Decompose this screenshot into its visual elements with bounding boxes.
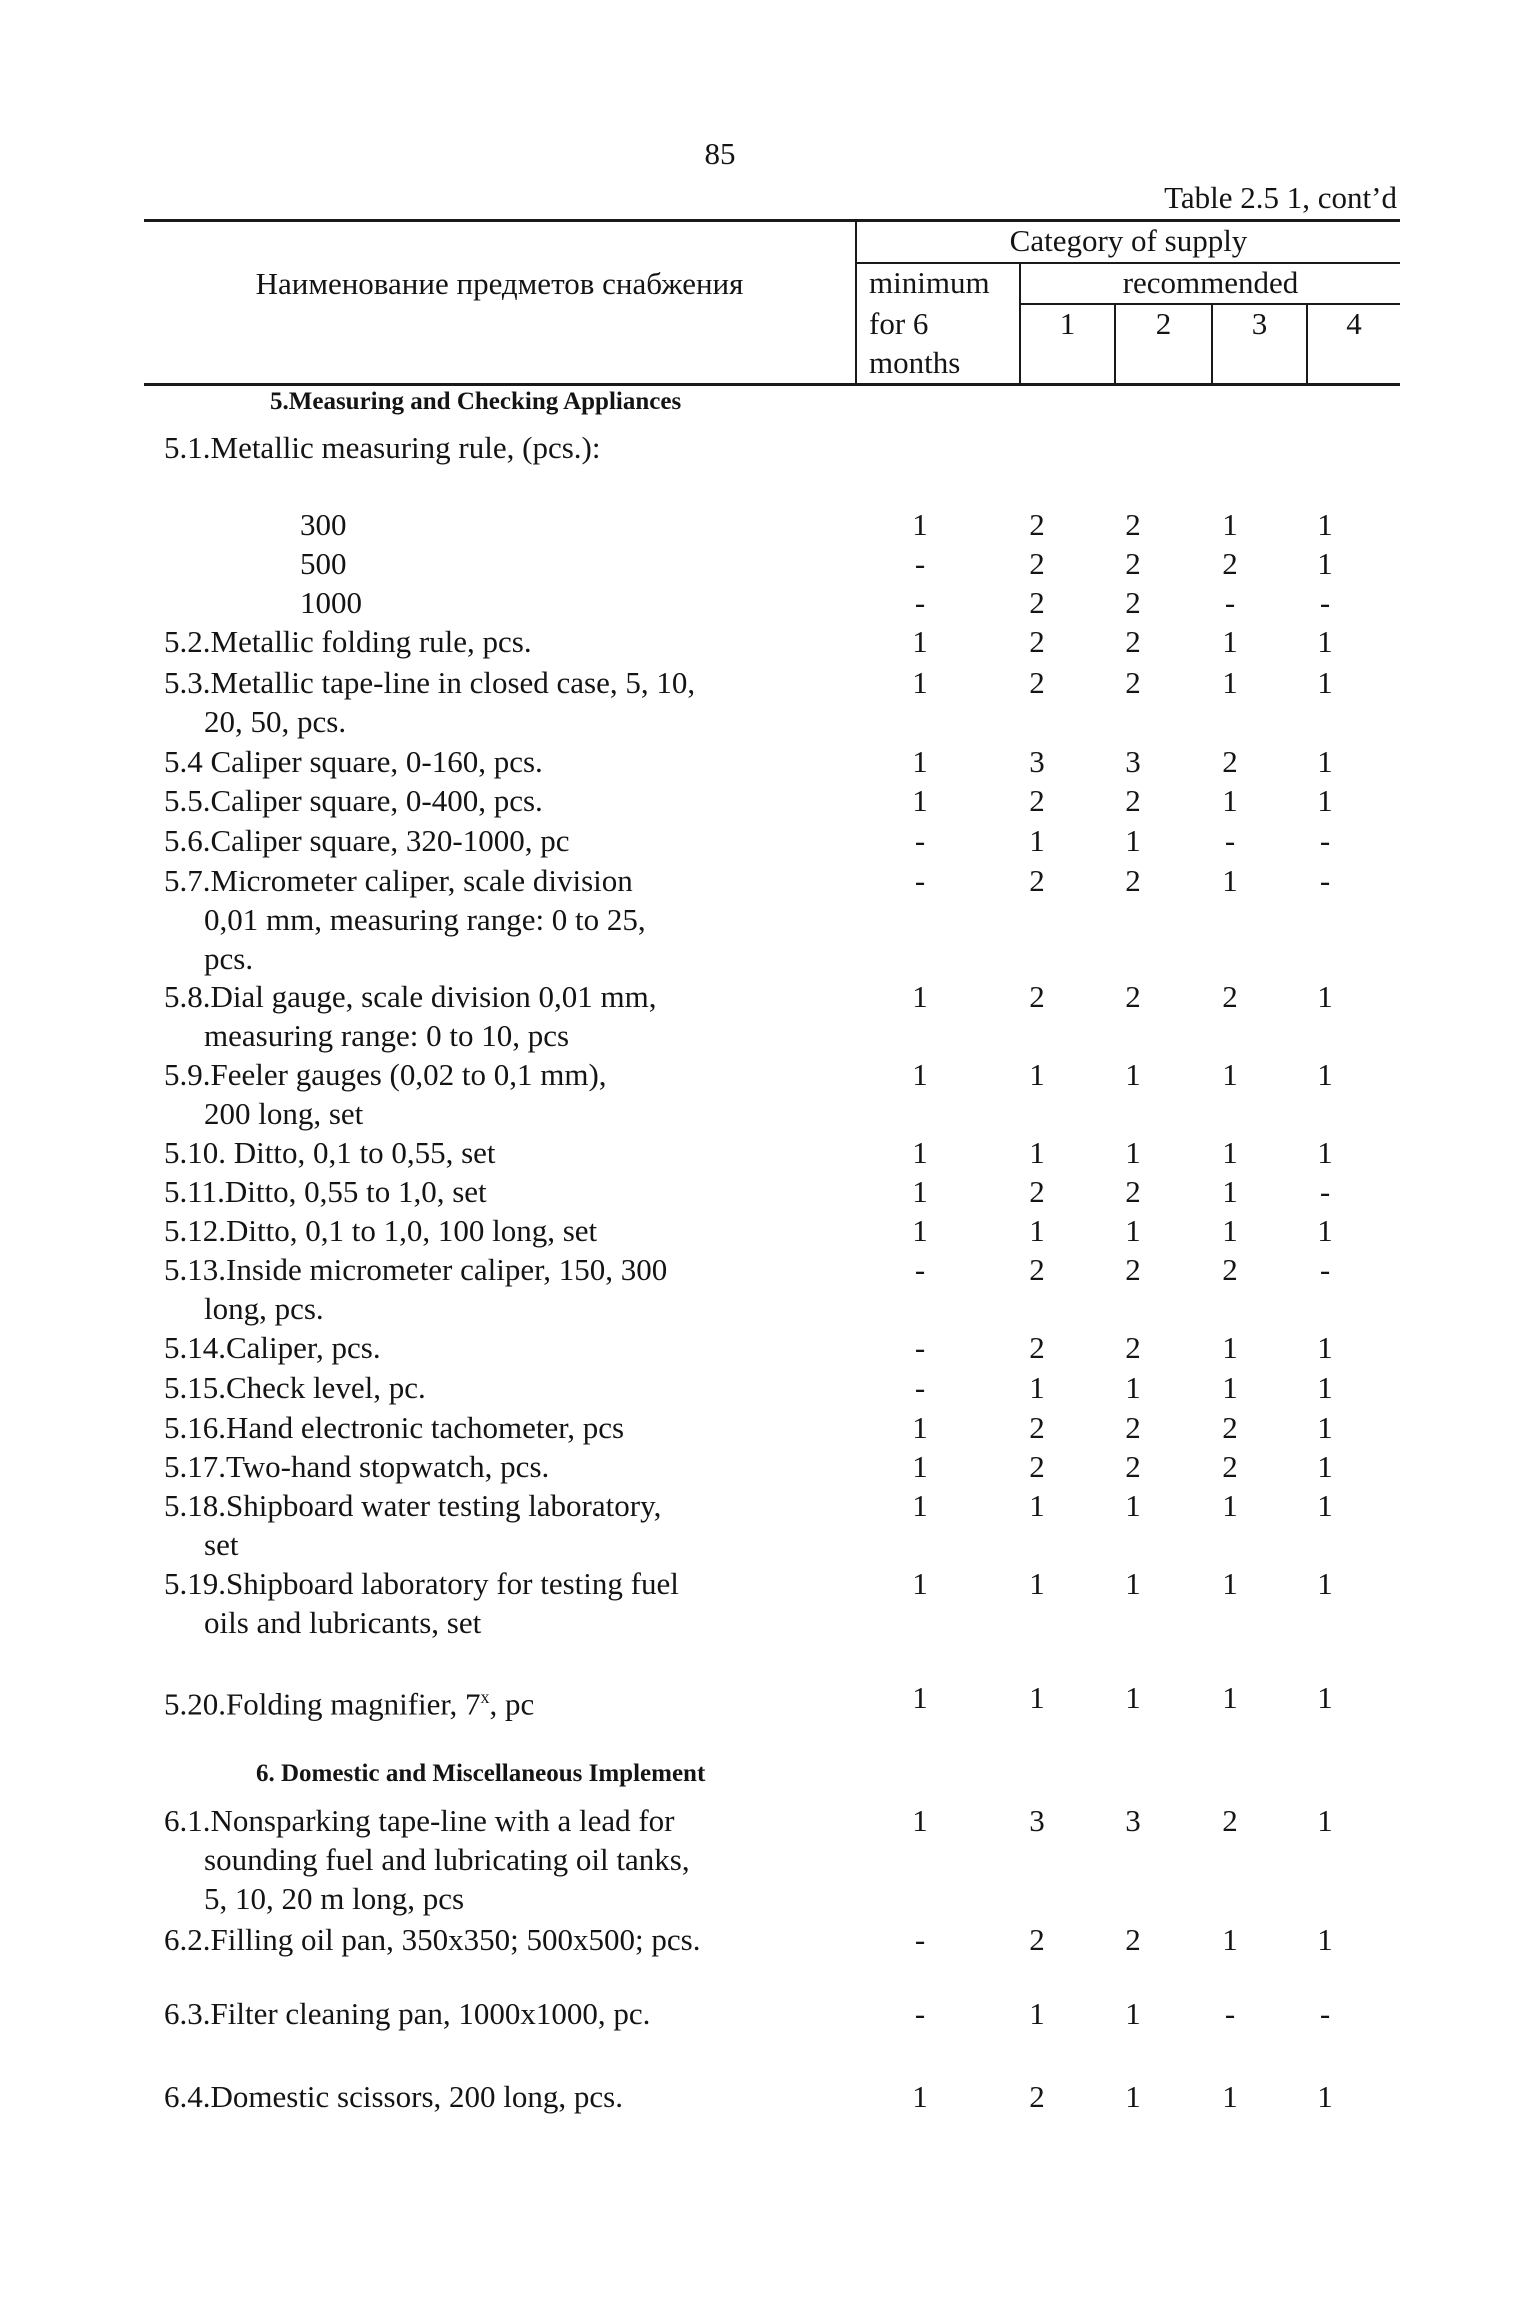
value-cell: 1 [1317,1135,1333,1170]
row-label [164,977,884,1055]
row-label-line: oils and lubricants, set [204,1605,482,1640]
value-cell: 1 [1222,507,1238,542]
page-number: 85 [704,136,736,171]
header-col-1: 1 [1059,306,1076,341]
value-cell: - [914,863,926,898]
row-label-line: 5.10. Ditto, 0,1 to 0,55, set [164,1135,496,1170]
value-cell: 1 [912,1488,928,1523]
value-cell: 1 [1222,1213,1238,1248]
value-cell: 1 [1317,1410,1333,1445]
value-cell: 2 [1029,979,1045,1014]
row-label-line: 5.9.Feeler gauges (0,02 to 0,1 mm), [164,1057,607,1092]
row-label-line: 5.13.Inside micrometer caliper, 150, 300 [164,1252,668,1287]
value-cell: 1 [912,1410,928,1445]
value-cell: 1 [912,624,928,659]
value-cell: 2 [1029,783,1045,818]
row-label-line: 5.5.Caliper square, 0-400, pcs. [164,783,543,818]
value-cell: 1 [1222,1566,1238,1601]
header-col-2: 2 [1155,306,1172,341]
row-label: 5.20.Folding magnifier, 7$^x$, pc [164,1686,535,1722]
row-label-line: 5.17.Two-hand stopwatch, pcs. [164,1449,550,1484]
value-cell: 1 [1317,546,1333,581]
row-label-line: 5.1.Metallic measuring rule, (pcs.): [164,430,601,465]
value-cell: 2 [1125,624,1141,659]
row-label [164,663,884,741]
value-cell: - [1319,823,1331,858]
value-cell: 1 [1317,1370,1333,1405]
value-cell: 1 [1317,2079,1333,2114]
value-cell: 2 [1029,585,1045,620]
header-name-column: Наименование предметов снабжения [255,266,744,301]
value-cell: 1 [1317,1922,1333,1957]
value-cell: 1 [1317,744,1333,779]
row-label-line: 300 [300,507,347,542]
row-label [164,1055,884,1133]
row-label [164,1564,884,1642]
value-cell: 2 [1125,665,1141,700]
row-label-line: 5.2.Metallic folding rule, pcs. [164,624,532,659]
row-label-line: 6.2.Filling oil pan, 350x350; 500x500; pcs. [164,1922,701,1957]
value-cell: 1 [1222,863,1238,898]
value-cell: 1 [1317,665,1333,700]
value-cell: 2 [1125,1410,1141,1445]
value-cell: 2 [1029,863,1045,898]
row-label [164,1994,884,2033]
value-cell: 2 [1125,1449,1141,1484]
row-label [164,1408,884,1447]
value-cell: 1 [1317,1449,1333,1484]
value-cell: 1 [912,1680,928,1715]
row-label-line: set [204,1527,239,1562]
value-cell: 3 [1029,744,1045,779]
section-title: 6. Domestic and Miscellaneous Implement [256,1760,706,1787]
section-title: 5.Measuring and Checking Appliances [270,388,682,415]
value-cell: - [914,1370,926,1405]
value-cell: 2 [1125,1252,1141,1287]
value-cell: 1 [1029,1566,1045,1601]
value-cell: 2 [1029,507,1045,542]
value-cell: 1 [1317,1488,1333,1523]
value-cell: 1 [1029,1370,1045,1405]
value-cell: 2 [1222,979,1238,1014]
row-label-line: 5.18.Shipboard water testing laboratory, [164,1488,662,1523]
value-cell: 1 [912,665,928,700]
value-cell: 1 [912,1566,928,1601]
value-cell: 2 [1125,507,1141,542]
row-label-line: 5.12.Ditto, 0,1 to 1,0, 100 long, set [164,1213,598,1248]
value-cell: 2 [1125,863,1141,898]
value-cell: 1 [1222,1330,1238,1365]
row-label-line: 0,01 mm, measuring range: 0 to 25, [204,902,646,937]
value-cell: 2 [1125,546,1141,581]
value-cell: 1 [912,979,928,1014]
header-minimum-sub1: for 6 [869,306,929,341]
row-label-line: 5.7.Micrometer caliper, scale division [164,863,633,898]
value-cell: 2 [1029,1410,1045,1445]
superscript: x [480,1687,490,1707]
row-label-line: 5.19.Shipboard laboratory for testing fuel [164,1566,679,1601]
value-cell: 2 [1029,1174,1045,1209]
row-label-line: 200 long, set [204,1096,364,1131]
row-label [164,622,884,661]
value-cell: - [1319,1174,1331,1209]
value-cell: 2 [1125,1174,1141,1209]
row-label-line: 5.16.Hand electronic tachometer, pcs [164,1410,625,1445]
value-cell: 1 [1222,1370,1238,1405]
value-cell: 2 [1125,783,1141,818]
row-label-line: 5.11.Ditto, 0,55 to 1,0, set [164,1174,487,1209]
value-cell: 1 [1222,1174,1238,1209]
row-label [164,1172,884,1211]
row-label [164,861,884,978]
row-label [164,742,884,781]
value-cell: 1 [912,1213,928,1248]
value-cell: - [914,1330,926,1365]
row-label-line: 5.15.Check level, pc. [164,1370,426,1405]
row-label [164,1133,884,1172]
value-cell: 1 [1125,1370,1141,1405]
row-label [164,1328,884,1367]
value-cell: 1 [1222,1135,1238,1170]
value-cell: 2 [1222,546,1238,581]
value-cell: 2 [1029,1252,1045,1287]
value-cell: 1 [1125,823,1141,858]
value-cell: - [1319,1996,1331,2031]
value-cell: 1 [1125,1057,1141,1092]
value-cell: - [1224,1996,1236,2031]
row-label-line: 5.3.Metallic tape-line in closed case, 5, 10, [164,665,696,700]
value-cell: 2 [1029,1330,1045,1365]
row-label-line: pcs. [204,941,254,976]
value-cell: - [914,585,926,620]
value-cell: 1 [912,1135,928,1170]
header-category-of-supply: Category of supply [1009,223,1248,258]
row-label [164,1447,884,1486]
value-cell: 2 [1125,1330,1141,1365]
value-cell: 1 [1317,1057,1333,1092]
value-cell: 1 [1029,1057,1045,1092]
value-cell: 1 [1317,1330,1333,1365]
value-cell: - [1224,585,1236,620]
value-cell: - [1319,1252,1331,1287]
value-cell: 1 [1317,507,1333,542]
value-cell: - [914,1996,926,2031]
value-cell: 1 [1125,1135,1141,1170]
value-cell: 3 [1029,1803,1045,1838]
value-cell: 1 [1222,624,1238,659]
value-cell: 1 [1125,1566,1141,1601]
header-minimum-sub2: months [869,345,961,380]
row-label [164,821,884,860]
value-cell: 2 [1029,2079,1045,2114]
header-minimum: minimum [869,265,990,300]
value-cell: 1 [1222,2079,1238,2114]
value-cell: 2 [1029,665,1045,700]
value-cell: 1 [1222,1922,1238,1957]
value-cell: - [914,546,926,581]
value-cell: 1 [1317,1566,1333,1601]
value-cell: 1 [912,507,928,542]
row-label-line: 5.6.Caliper square, 320-1000, pc [164,823,570,858]
value-cell: 1 [1317,1213,1333,1248]
value-cell: 1 [1317,1680,1333,1715]
header-col-4: 4 [1346,306,1362,341]
value-cell: 1 [1222,1488,1238,1523]
value-cell: 1 [1125,1488,1141,1523]
value-cell: - [1319,585,1331,620]
value-cell: 1 [1317,624,1333,659]
row-label-line: 20, 50, pcs. [204,704,347,739]
value-cell: 1 [1029,1680,1045,1715]
value-cell: - [914,1252,926,1287]
row-label-text: pc [504,1686,535,1722]
row-label-line: 6.1.Nonsparking tape-line with a lead for [164,1803,675,1838]
table-caption: Table 2.5 1, cont’d [1164,180,1397,215]
value-cell: 2 [1029,1922,1045,1957]
row-label-line: long, pcs. [204,1291,324,1326]
value-cell: 1 [912,744,928,779]
value-cell: 1 [1029,1135,1045,1170]
row-label [164,1920,884,1959]
row-label-line: 1000 [300,585,362,620]
value-cell: 1 [1317,783,1333,818]
row-label-line: 5, 10, 20 m long, pcs [204,1881,465,1916]
row-label-line: 6.3.Filter cleaning pan, 1000x1000, pc. [164,1996,651,2031]
value-cell: 1 [1125,1996,1141,2031]
value-cell: 3 [1125,744,1141,779]
row-label-text: 5.20.Folding magnifier, 7 [164,1686,481,1722]
value-cell: 1 [1029,823,1045,858]
value-cell: 1 [912,2079,928,2114]
row-label [164,428,884,467]
value-cell: - [914,823,926,858]
value-cell: 1 [912,783,928,818]
value-cell: 2 [1125,1922,1141,1957]
header-recommended: recommended [1122,265,1299,300]
row-label [164,2077,884,2116]
row-label [164,1801,884,1918]
value-cell: 2 [1029,546,1045,581]
value-cell: 2 [1029,624,1045,659]
value-cell: 1 [1029,1488,1045,1523]
row-label [164,1368,884,1407]
value-cell: 1 [912,1803,928,1838]
value-cell: 1 [1125,1213,1141,1248]
value-cell: 1 [1222,1057,1238,1092]
value-cell: 1 [1222,783,1238,818]
row-label-line: measuring range: 0 to 10, pcs [204,1018,570,1053]
value-cell: - [1224,823,1236,858]
row-label [164,781,884,820]
row-label-line: 5.8.Dial gauge, scale division 0,01 mm, [164,979,657,1014]
header-col-3: 3 [1251,306,1268,341]
value-cell: 1 [1125,1680,1141,1715]
value-cell: 2 [1125,585,1141,620]
value-cell: 1 [912,1174,928,1209]
value-cell: 1 [1317,1803,1333,1838]
value-cell: - [914,1922,926,1957]
value-cell: 1 [1222,665,1238,700]
value-cell: 2 [1222,1803,1238,1838]
row-label [164,1211,884,1250]
row-label [164,1250,884,1328]
value-cell: 2 [1222,1410,1238,1445]
value-cell: 1 [912,1057,928,1092]
value-cell: 1 [1222,1680,1238,1715]
value-cell: 2 [1029,1449,1045,1484]
value-cell: 1 [1029,1996,1045,2031]
row-label-line: 6.4.Domestic scissors, 200 long, pcs. [164,2079,623,2114]
value-cell: 2 [1222,744,1238,779]
value-cell: 2 [1222,1252,1238,1287]
row-label-line: sounding fuel and lubricating oil tanks, [204,1842,690,1877]
row-label-line: 500 [300,546,347,581]
value-cell: 1 [1317,979,1333,1014]
value-cell: 1 [1125,2079,1141,2114]
row-label [164,1486,884,1564]
row-label-line: 5.14.Caliper, pcs. [164,1330,381,1365]
value-cell: 1 [1029,1213,1045,1248]
row-label-line: 5.4 Caliper square, 0-160, pcs. [164,744,543,779]
value-cell: - [1319,863,1331,898]
value-cell: 3 [1125,1803,1141,1838]
value-cell: 2 [1222,1449,1238,1484]
value-cell: 2 [1125,979,1141,1014]
value-cell: 1 [912,1449,928,1484]
